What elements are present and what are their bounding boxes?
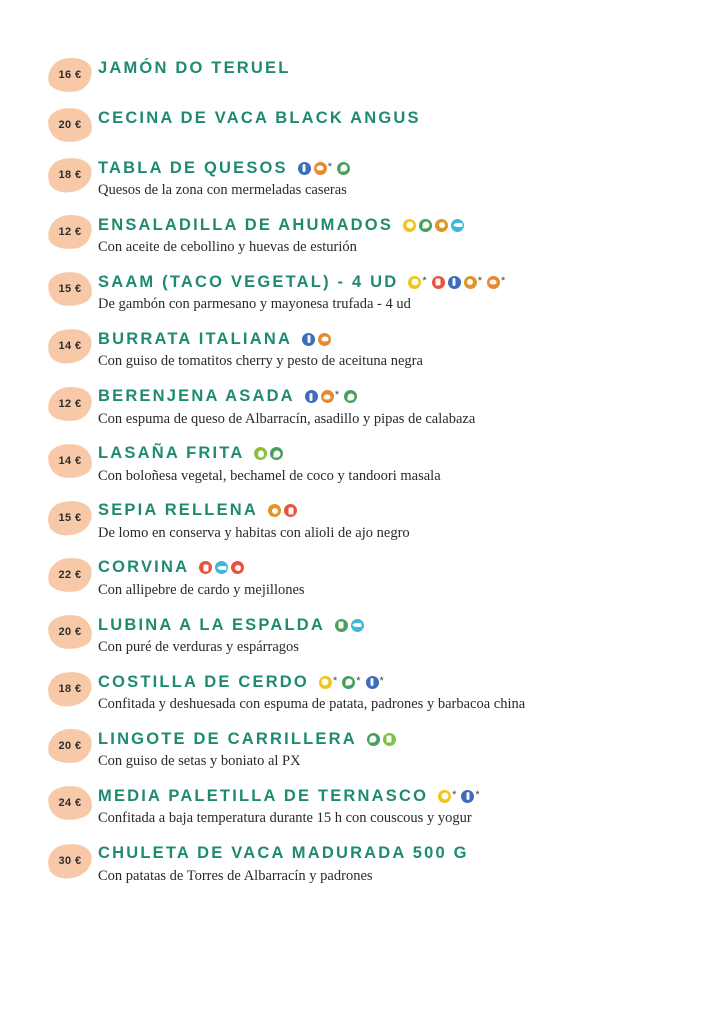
menu-item-body	[92, 106, 724, 140]
allergen-dot	[305, 390, 318, 403]
allergen-group	[298, 162, 350, 175]
menu-item-title-line	[98, 784, 700, 808]
menu-item-title-line	[98, 270, 700, 294]
price-badge	[0, 327, 92, 363]
allergen-soja-icon	[254, 447, 267, 460]
allergen-dot	[464, 276, 477, 289]
menu-item-description: Con boloñesa vegetal, bechamel de coco y tandoori masala	[98, 467, 441, 484]
allergen-group	[403, 219, 464, 232]
price-blob-shape	[48, 329, 92, 363]
menu-item-title-line	[98, 499, 700, 523]
price-badge	[0, 442, 92, 478]
price-blob-shape	[48, 158, 92, 192]
row-gap	[0, 542, 724, 556]
price-text: 14 €	[58, 454, 82, 467]
price-badge	[0, 670, 92, 706]
allergen-lacteo-icon	[314, 162, 334, 175]
price-text: 20 €	[58, 740, 82, 753]
allergen-dot	[318, 333, 331, 346]
menu-item	[0, 156, 724, 199]
price-badge	[0, 385, 92, 421]
allergen-dot	[408, 276, 421, 289]
menu-item-title: CECINA DE VACA BLACK ANGUS	[98, 108, 421, 127]
menu-item-body	[92, 556, 724, 599]
row-gap	[0, 256, 724, 270]
price-blob-shape	[48, 729, 92, 763]
allergen-star-mark: *	[334, 389, 340, 401]
menu-item-body	[92, 213, 724, 256]
row-gap	[0, 428, 724, 442]
menu-item-title-line	[98, 56, 700, 80]
menu-item-description: Con guiso de setas y boniato al PX	[98, 753, 301, 770]
allergen-dot	[451, 219, 464, 232]
menu-item-description: Con allipebre de cardo y mejillones	[98, 581, 305, 598]
menu-item-title: ENSALADILLA DE AHUMADOS	[98, 215, 394, 234]
menu-item-title-line	[98, 213, 700, 237]
allergen-crustaceo-icon	[284, 504, 297, 517]
allergen-dot	[335, 619, 348, 632]
allergen-star-mark: *	[356, 674, 361, 687]
menu-item-body	[92, 670, 724, 713]
menu-item-title: CHULETA DE VACA MADURADA 500 G	[98, 844, 469, 862]
allergen-crustaceo-icon	[432, 276, 445, 289]
menu-item-title: LUBINA A LA ESPALDA	[98, 615, 325, 634]
price-text: 18 €	[58, 683, 82, 696]
allergen-apio-icon	[383, 733, 396, 746]
menu-item	[0, 842, 724, 885]
menu-item-title: LINGOTE DE CARRILLERA	[98, 729, 357, 748]
row-gap	[0, 599, 724, 613]
allergen-dot	[432, 276, 445, 289]
price-badge	[0, 727, 92, 763]
menu-item	[0, 327, 724, 370]
price-blob-shape	[48, 444, 92, 478]
row-gap	[0, 656, 724, 670]
price-badge	[0, 556, 92, 592]
menu-item	[0, 56, 724, 92]
row-gap	[0, 485, 724, 499]
menu-item-description: Con guiso de tomatitos cherry y pesto de aceituna negra	[98, 353, 423, 370]
price-badge	[0, 106, 92, 142]
price-text: 24 €	[58, 797, 82, 810]
allergen-dot	[448, 276, 461, 289]
row-gap	[0, 371, 724, 385]
menu-item-body	[92, 499, 724, 542]
allergen-star-mark: *	[475, 788, 480, 801]
allergen-pescado-icon	[451, 219, 464, 232]
row-gap	[0, 199, 724, 213]
menu-item-description: De gambón con parmesano y mayonesa trufada - 4 ud	[98, 296, 411, 313]
price-blob-shape	[48, 272, 92, 306]
price-badge	[0, 156, 92, 192]
allergen-dot	[383, 733, 396, 746]
menu-item-title-line	[98, 556, 700, 580]
menu-item	[0, 213, 724, 256]
menu-item-title: BERENJENA ASADA	[98, 387, 295, 405]
allergen-dot	[284, 504, 297, 517]
allergen-dot	[254, 447, 267, 460]
menu-item-description: Quesos de la zona con mermeladas caseras	[98, 182, 347, 198]
spacer	[98, 130, 700, 140]
menu-item-title-line	[98, 842, 700, 866]
menu-item-body	[92, 156, 724, 199]
menu-item-description: Con patatas de Torres de Albarracín y padrones	[98, 867, 373, 884]
allergen-dot	[231, 561, 244, 574]
price-blob-shape	[48, 387, 92, 421]
menu-item-body	[92, 784, 724, 827]
allergen-gluten-icon	[448, 276, 461, 289]
menu-item	[0, 784, 724, 827]
allergen-lacteo-icon	[487, 276, 507, 289]
menu-item-body	[92, 327, 724, 370]
allergen-dot	[268, 504, 281, 517]
allergen-dot	[302, 333, 315, 346]
allergen-dot	[487, 276, 500, 289]
price-blob-shape	[48, 501, 92, 535]
allergen-pescado-icon	[215, 561, 228, 574]
allergen-group	[199, 561, 244, 574]
price-text: 15 €	[58, 511, 82, 524]
allergen-dot	[367, 733, 380, 746]
allergen-huevo-icon	[408, 276, 428, 289]
price-text: 30 €	[58, 854, 82, 867]
allergen-frutos-icon	[367, 733, 380, 746]
price-text: 12 €	[58, 226, 82, 239]
allergen-dot	[321, 390, 334, 403]
menu-item-title: JAMÓN DO TERUEL	[98, 58, 291, 77]
allergen-huevo-icon	[319, 676, 339, 689]
price-blob-shape	[48, 786, 92, 820]
allergen-crustaceo-icon	[199, 561, 212, 574]
menu-item-title-line	[98, 442, 700, 466]
row-gap	[0, 713, 724, 727]
allergen-dot	[314, 162, 327, 175]
allergen-gluten-icon	[461, 790, 481, 803]
allergen-mostaza-icon	[464, 276, 484, 289]
row-gap	[0, 828, 724, 842]
menu-item-body	[92, 56, 724, 90]
menu-item-title-line	[98, 327, 700, 351]
menu-item-title: MEDIA PALETILLA DE TERNASCO	[98, 786, 429, 805]
allergen-star-mark: *	[332, 674, 338, 687]
menu-item-title-line	[98, 385, 700, 409]
price-badge	[0, 842, 92, 878]
allergen-dot	[461, 790, 474, 803]
price-badge	[0, 784, 92, 820]
price-badge	[0, 213, 92, 249]
price-text: 20 €	[58, 119, 82, 131]
allergen-mostaza-icon	[268, 504, 281, 517]
menu-item-description: Confitada y deshuesada con espuma de patata, padrones y barbacoa china	[98, 696, 526, 713]
row-gap	[0, 142, 724, 156]
allergen-frutos-icon	[337, 162, 350, 175]
menu-item	[0, 385, 724, 428]
price-blob-shape	[48, 615, 92, 649]
allergen-group	[335, 619, 364, 632]
menu-item-description: Con espuma de queso de Albarracín, asadillo y pipas de calabaza	[98, 410, 476, 427]
menu-item-title: SEPIA RELLENA	[98, 501, 259, 520]
allergen-lacteo-icon	[321, 390, 341, 403]
menu-item-body	[92, 842, 724, 885]
price-text: 20 €	[58, 626, 82, 638]
allergen-dot	[215, 561, 228, 574]
menu-item-description: Con puré de verduras y espárragos	[98, 639, 299, 655]
menu-item-title-line	[98, 613, 700, 637]
allergen-dot	[199, 561, 212, 574]
price-badge	[0, 613, 92, 649]
price-badge	[0, 270, 92, 306]
menu-item-body	[92, 442, 724, 485]
menu-item-body	[92, 613, 724, 656]
price-blob-shape	[48, 215, 92, 249]
menu-item-body	[92, 270, 724, 313]
allergen-dot	[419, 219, 432, 232]
allergen-mostaza-icon	[435, 219, 448, 232]
price-blob-shape	[48, 58, 92, 92]
row-gap	[0, 770, 724, 784]
allergen-gluten-icon	[298, 162, 311, 175]
price-text: 16 €	[58, 69, 82, 81]
allergen-dot	[344, 390, 357, 403]
menu-item	[0, 106, 724, 142]
price-text: 22 €	[58, 568, 82, 581]
allergen-dot	[319, 676, 332, 689]
allergen-star-mark: *	[327, 160, 333, 173]
menu-item	[0, 727, 724, 770]
allergen-dot	[351, 619, 364, 632]
allergen-star-mark: *	[379, 674, 384, 687]
allergen-group	[319, 676, 386, 689]
allergen-gluten-icon	[366, 676, 386, 689]
allergen-group	[302, 333, 331, 346]
menu-item-title: BURRATA ITALIANA	[98, 329, 293, 348]
price-text: 14 €	[58, 340, 82, 353]
row-gap	[0, 92, 724, 106]
price-blob-shape	[48, 672, 92, 706]
allergen-huevo-icon	[403, 219, 416, 232]
menu-item	[0, 613, 724, 656]
allergen-frutos-icon	[419, 219, 432, 232]
allergen-mostaza-icon	[231, 561, 244, 574]
allergen-frutos-icon	[270, 447, 283, 460]
allergen-apio-icon	[335, 619, 348, 632]
allergen-group	[367, 733, 396, 746]
price-blob-shape	[48, 558, 92, 592]
menu-item	[0, 670, 724, 713]
menu-item-title: TABLA DE QUESOS	[98, 158, 288, 177]
row-gap	[0, 885, 724, 899]
allergen-group	[408, 276, 507, 289]
price-blob-shape	[48, 108, 92, 142]
spacer	[98, 80, 700, 90]
allergen-dot	[366, 676, 379, 689]
allergen-dot	[342, 676, 355, 689]
allergen-gluten-icon	[302, 333, 315, 346]
menu-item-description: Confitada a baja temperatura durante 15 h con couscous y yogur	[98, 810, 472, 827]
row-gap	[0, 313, 724, 327]
allergen-dot	[298, 162, 311, 175]
menu-item-body	[92, 385, 724, 428]
allergen-frutos-icon	[342, 676, 362, 689]
allergen-dot	[337, 162, 350, 175]
allergen-huevo-icon	[438, 790, 458, 803]
allergen-dot	[270, 447, 283, 460]
allergen-group	[254, 447, 283, 460]
menu-item-title: COSTILLA DE CERDO	[98, 672, 309, 691]
price-text: 15 €	[58, 283, 82, 296]
allergen-star-mark: *	[422, 274, 427, 287]
menu-item-title: SAAM (TACO VEGETAL) - 4 UD	[98, 272, 399, 291]
allergen-dot	[438, 790, 451, 803]
allergen-group	[305, 390, 357, 403]
allergen-dot	[403, 219, 416, 232]
menu-item-title: CORVINA	[98, 558, 190, 577]
price-blob-shape	[48, 844, 92, 878]
menu-item-title-line	[98, 156, 700, 180]
price-text: 12 €	[58, 397, 82, 410]
menu-item-description: Con aceite de cebollino y huevas de esturión	[98, 239, 357, 256]
allergen-group	[268, 504, 297, 517]
allergen-frutos-icon	[344, 390, 357, 403]
menu-item	[0, 499, 724, 542]
allergen-pescado-icon	[351, 619, 364, 632]
price-text: 18 €	[58, 169, 82, 181]
menu-item	[0, 556, 724, 599]
menu-item-title: LASAÑA FRITA	[98, 444, 245, 463]
allergen-star-mark: *	[452, 788, 457, 801]
allergen-dot	[435, 219, 448, 232]
menu-item-title-line	[98, 670, 700, 694]
price-badge	[0, 499, 92, 535]
menu-item	[0, 442, 724, 485]
allergen-group	[438, 790, 482, 803]
menu-item-body	[92, 727, 724, 770]
menu-item-title-line	[98, 106, 700, 130]
menu-item	[0, 270, 724, 313]
allergen-star-mark: *	[477, 274, 482, 287]
allergen-gluten-icon	[305, 390, 318, 403]
menu-item-description: De lomo en conserva y habitas con alioli de ajo negro	[98, 524, 410, 541]
menu-item-title-line	[98, 727, 700, 751]
allergen-star-mark: *	[500, 274, 506, 287]
menu-items-list	[0, 56, 724, 899]
price-badge	[0, 56, 92, 92]
allergen-lacteo-icon	[318, 333, 331, 346]
